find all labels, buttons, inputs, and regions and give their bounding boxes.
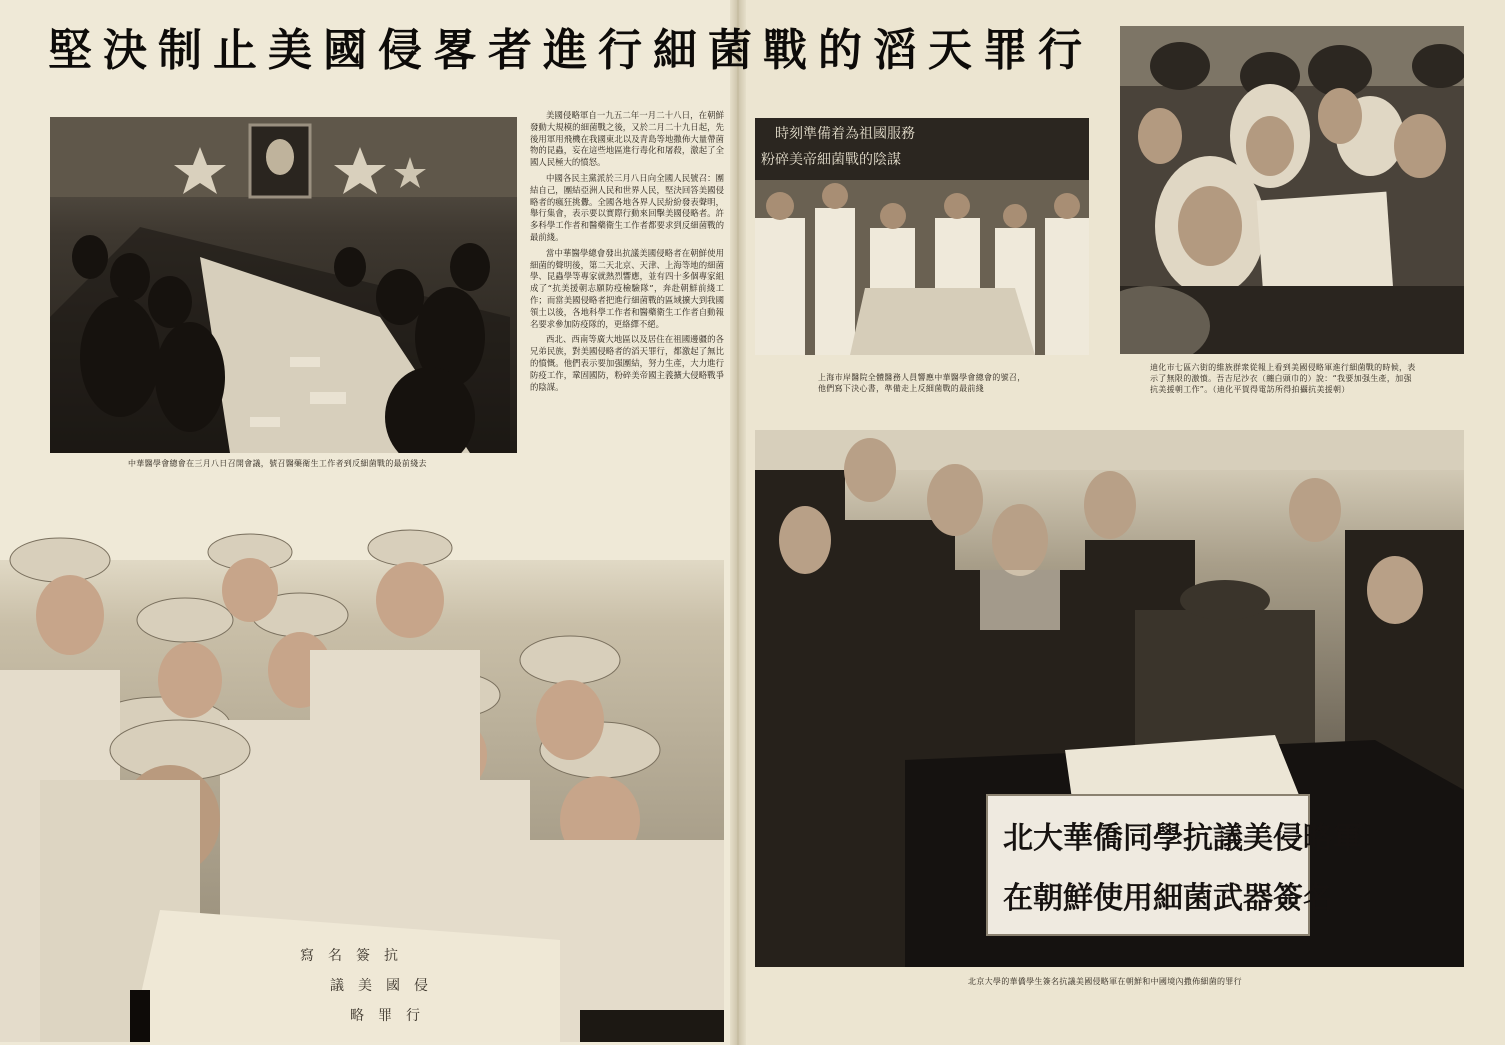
article-body xyxy=(530,110,724,397)
photo-xinjiang-crowd xyxy=(1120,26,1464,354)
nurses-image xyxy=(0,520,724,1042)
article-paragraph: 中國各民主黨派於三月八日向全國人民號召：團結自己，團結亞洲人民和世界人民，堅決回答美國侵略者的瘋狂挑釁。全國各地各界人民紛紛發表聲明，舉行集會，表示要以實際行動來回擊美國侵略者。許多科學工作者和醫藥衛生工作者都要求到反細菌戰的最前綫。 xyxy=(530,172,724,242)
svg-text:寫 名 簽 抗: 寫 名 簽 抗 xyxy=(300,948,398,964)
caption-shanghai: 上海市岸醫院全體醫務人員響應中華醫學會總會的號召，他們寫下決心書，準備走上反細菌戰的最前綫 xyxy=(818,373,1026,393)
page-gutter xyxy=(730,0,746,1045)
article-paragraph: 美國侵略軍自一九五二年一月二十八日，在朝鮮發動大規模的細菌戰之後，又於二月二十九日起，先後用軍用飛機在我國東北以及青島等地撒佈大量帶菌物的昆蟲，妄在這些地區進行毒化和屠殺，激起了全國人民極大的憤怒。 xyxy=(530,110,724,168)
photo-peking-university xyxy=(755,430,1464,967)
shanghai-image xyxy=(755,118,1089,355)
caption-xinjiang: 迪化市七區六街的維族群衆從報上看到美國侵略軍進行細菌戰的時候，表示了無限的激憤。吾吉尼沙衣（纏白頭巾的）說：“我要加强生產，加强抗美援朝工作”。（迪化平賀得電訪所得拍攝抗美援朝） xyxy=(1150,363,1416,394)
peking-banner-line2: 在朝鮮使用細菌武器簽名 xyxy=(1003,881,1333,916)
shanghai-banner-line1: 時刻準備着為祖國服務 xyxy=(775,126,915,142)
peking-image xyxy=(755,430,1464,967)
xinjiang-image xyxy=(1120,26,1464,354)
photo-shanghai-hospital xyxy=(755,118,1089,355)
meeting-image xyxy=(50,117,517,453)
svg-text:略 罪 行: 略 罪 行 xyxy=(350,1008,420,1024)
svg-text:議 美 國 侵: 議 美 國 侵 xyxy=(330,978,428,994)
article-paragraph: 西北、西南等廣大地區以及居住在祖國邊疆的各兄弟民族，對美國侵略者的滔天罪行，都激起了無比的憤慨。他們表示要加强團結，努力生產，大力進行防疫工作，鞏固國防，粉碎美帝國主義擴大侵略戰爭的陰謀。 xyxy=(530,334,724,392)
caption-meeting: 中華醫學會總會在三月八日召開會議，號召醫藥衛生工作者到反細菌戰的最前綫去 xyxy=(128,459,427,468)
page-headline: 堅決制止美國侵畧者進行細菌戰的滔天罪行 xyxy=(48,25,1093,76)
photo-meeting xyxy=(50,117,517,453)
shanghai-banner-line2: 粉碎美帝細菌戰的陰謀 xyxy=(761,152,901,168)
photo-nurses-signing xyxy=(0,520,724,1042)
article-paragraph: 當中華醫學總會發出抗議美國侵略者在朝鮮使用細菌的聲明後，第二天北京、天津、上海等地的細菌學、昆蟲學等專家就熱烈響應，並有四十多個專家組成了“抗美援朝志願防疫檢驗隊”，奔赴朝鮮前綫工作；而當美國侵略者把進行細菌戰的區域擴大到我國領土以後，各地科學工作者和醫藥衛生工作者自動報名要求參加防疫隊的，更絡繹不絕。 xyxy=(530,247,724,329)
peking-banner-line1: 北大華僑同學抗議美侵略軍 xyxy=(1003,821,1363,856)
caption-peking: 北京大學的華僑學生簽名抗議美國侵略軍在朝鮮和中國境內撒佈細菌的罪行 xyxy=(968,977,1242,986)
